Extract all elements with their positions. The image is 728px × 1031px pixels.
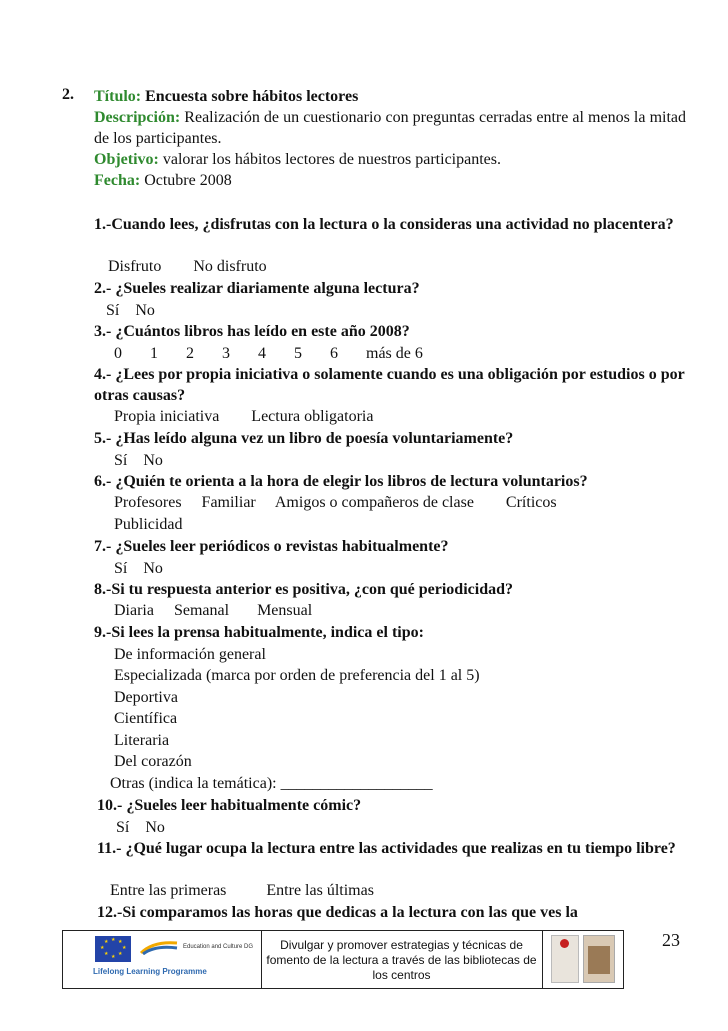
question-9: 9.-Si lees la prensa habitualmente, indica el tipo:	[94, 624, 424, 641]
objective-line	[94, 149, 686, 170]
title-value: Encuesta sobre hábitos lectores	[145, 88, 359, 105]
objective-label: Objetivo:	[94, 151, 159, 168]
llp-label: Lifelong Learning Programme	[93, 967, 207, 976]
question-11-options: Entre las primeras Entre las últimas	[110, 882, 374, 899]
question-4: 4.- ¿Lees por propia iniciativa o solamente cuando es una obligación por estudios o por otras causas?	[94, 366, 685, 404]
date-line	[94, 170, 686, 191]
llp-logo-icon	[139, 939, 179, 955]
eu-flag-icon: ★ ★ ★ ★ ★ ★ ★ ★	[95, 936, 131, 962]
question-11: 11.- ¿Qué lugar ocupa la lectura entre las actividades que realizas en tu tiempo libre?	[97, 840, 676, 857]
page-footer	[62, 930, 624, 989]
question-8: 8.-Si tu respuesta anterior es positiva, ¿con qué periodicidad?	[94, 581, 513, 598]
question-5: 5.- ¿Has leído alguna vez un libro de poesía voluntariamente?	[94, 430, 514, 447]
question-2-options: Sí No	[106, 302, 155, 319]
question-9-option-specialized: Especializada (marca por orden de preferencia del 1 al 5)	[114, 667, 480, 684]
item-number: 2.	[62, 86, 74, 103]
description-value: Realización de un cuestionario con preguntas cerradas entre al menos la mitad de los participantes.	[94, 109, 687, 147]
footer-project-text: Divulgar y promover estrategias y técnicas de fomento de la lectura a través de las bibliotecas de los centros	[261, 931, 543, 988]
eu-dg-label: Education and Culture DG	[183, 944, 254, 950]
title-label: Título:	[94, 88, 142, 105]
question-9-option-sports: Deportiva	[114, 689, 178, 706]
footer-logos-right	[543, 931, 623, 988]
question-7: 7.- ¿Sueles leer periódicos o revistas habitualmente?	[94, 538, 449, 555]
question-12: 12.-Si comparamos las horas que dedicas a la lectura con las que ves la	[97, 904, 578, 921]
question-1-options: Disfruto No disfruto	[108, 258, 267, 275]
date-value: Octubre 2008	[144, 172, 232, 189]
footer-logos-left	[63, 931, 262, 988]
question-3-options: 0 1 2 3 4 5 6 más de 6	[114, 345, 423, 362]
question-4-options: Propia iniciativa Lectura obligatoria	[114, 408, 374, 425]
question-6-options-extra: Publicidad	[114, 516, 183, 533]
question-1: 1.-Cuando lees, ¿disfrutas con la lectura o la consideras una actividad no placentera?	[94, 216, 674, 233]
library-photo-icon	[583, 935, 615, 983]
objective-value: valorar los hábitos lectores de nuestros participantes.	[162, 151, 501, 168]
question-8-options: Diaria Semanal Mensual	[114, 602, 313, 619]
question-6: 6.- ¿Quién te orienta a la hora de elegir los libros de lectura voluntarios?	[94, 473, 588, 490]
question-7-options: Sí No	[114, 560, 163, 577]
date-label: Fecha:	[94, 172, 141, 189]
description-label: Descripción:	[94, 109, 181, 126]
question-9-option-gossip: Del corazón	[114, 753, 192, 770]
question-9-option-literary: Literaria	[114, 732, 170, 749]
partner-logo-icon	[551, 935, 579, 983]
question-2: 2.- ¿Sueles realizar diariamente alguna lectura?	[94, 280, 420, 297]
description-line	[94, 107, 686, 149]
question-3: 3.- ¿Cuántos libros has leído en este año 2008?	[94, 323, 410, 340]
item-metadata	[94, 86, 686, 191]
question-9-option-other: Otras (indica la temática): ___________________	[110, 775, 433, 792]
stop-sign-icon	[560, 939, 569, 948]
question-9-option-science: Científica	[114, 710, 178, 727]
question-10-options: Sí No	[116, 819, 165, 836]
page-number: 23	[662, 930, 680, 950]
title-line	[94, 86, 686, 107]
question-6-options: Profesores Familiar Amigos o compañeros de clase Críticos	[114, 494, 557, 511]
question-10: 10.- ¿Sueles leer habitualmente cómic?	[97, 797, 362, 814]
question-9-option-general: De información general	[114, 646, 266, 663]
question-5-options: Sí No	[114, 452, 163, 469]
